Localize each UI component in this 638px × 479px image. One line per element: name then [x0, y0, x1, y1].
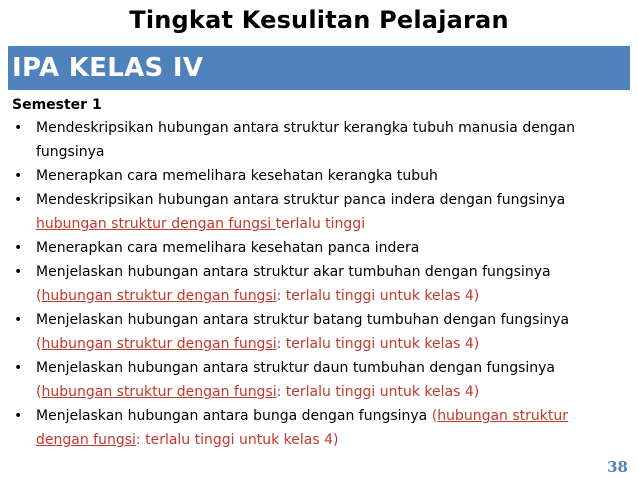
list-item	[12, 356, 622, 404]
list-item	[12, 188, 622, 236]
note-link[interactable]: hubungan struktur dengan fungsi	[36, 216, 276, 232]
item-text: Mendeskripsikan hubungan antara struktur kerangka tubuh manusia dengan	[36, 120, 576, 136]
difficulty-note	[36, 332, 622, 356]
bullet-icon: •	[14, 264, 23, 280]
bullet-icon: •	[14, 312, 23, 328]
difficulty-note	[36, 428, 622, 452]
bullet-icon: •	[14, 360, 23, 376]
note-paren: (	[431, 408, 438, 424]
note-link[interactable]: hubungan struktur	[437, 408, 568, 424]
note-paren: (	[36, 288, 42, 304]
list-item	[12, 116, 622, 164]
difficulty-note	[36, 380, 622, 404]
item-text: Menjelaskan hubungan antara struktur batang tumbuhan dengan fungsinya	[36, 312, 570, 328]
item-text: Menerapkan cara memelihara kesehatan panca indera	[36, 240, 420, 256]
bullet-icon: •	[14, 240, 23, 256]
item-text: Mendeskripsikan hubungan antara struktur panca indera dengan fungsinya	[36, 192, 566, 208]
note-text: : terlalu tinggi untuk kelas 4)	[276, 384, 480, 400]
item-text: Menjelaskan hubungan antara struktur akar tumbuhan dengan fungsinya	[36, 264, 551, 280]
bullet-icon: •	[14, 192, 23, 208]
list-item	[12, 404, 622, 452]
note-link[interactable]: hubungan struktur dengan fungsi	[41, 288, 277, 304]
note-paren: (	[36, 336, 42, 352]
difficulty-note	[36, 284, 622, 308]
note-link[interactable]: hubungan struktur dengan fungsi	[41, 384, 277, 400]
competency-list	[12, 116, 622, 452]
class-banner	[8, 46, 630, 90]
banner-title: IPA KELAS IV	[12, 53, 204, 83]
slide-title: Tingkat Kesulitan Pelajaran	[129, 6, 509, 34]
list-item	[12, 260, 622, 308]
note-text: : terlalu tinggi untuk kelas 4)	[276, 288, 480, 304]
difficulty-note	[36, 212, 622, 236]
note-paren: (	[36, 384, 42, 400]
list-item	[12, 308, 622, 356]
note-text: : terlalu tinggi untuk kelas 4)	[135, 432, 339, 448]
list-item	[12, 164, 622, 188]
note-link-continued[interactable]: dengan fungsi	[36, 432, 136, 448]
page-number: 38	[607, 458, 628, 476]
item-text: Menerapkan cara memelihara kesehatan kerangka tubuh	[36, 168, 438, 184]
item-text-line	[36, 404, 622, 428]
item-text-continued: fungsinya	[36, 144, 105, 160]
note-text: terlalu tinggi	[275, 216, 366, 232]
bullet-icon: •	[14, 120, 23, 136]
note-text: : terlalu tinggi untuk kelas 4)	[276, 336, 480, 352]
item-text: Menjelaskan hubungan antara bunga dengan fungsinya	[36, 408, 432, 424]
bullet-icon: •	[14, 408, 23, 424]
item-text: Menjelaskan hubungan antara struktur daun tumbuhan dengan fungsinya	[36, 360, 555, 376]
semester-heading: Semester 1	[12, 97, 102, 113]
note-link[interactable]: hubungan struktur dengan fungsi	[41, 336, 277, 352]
list-item	[12, 236, 622, 260]
bullet-icon: •	[14, 168, 23, 184]
